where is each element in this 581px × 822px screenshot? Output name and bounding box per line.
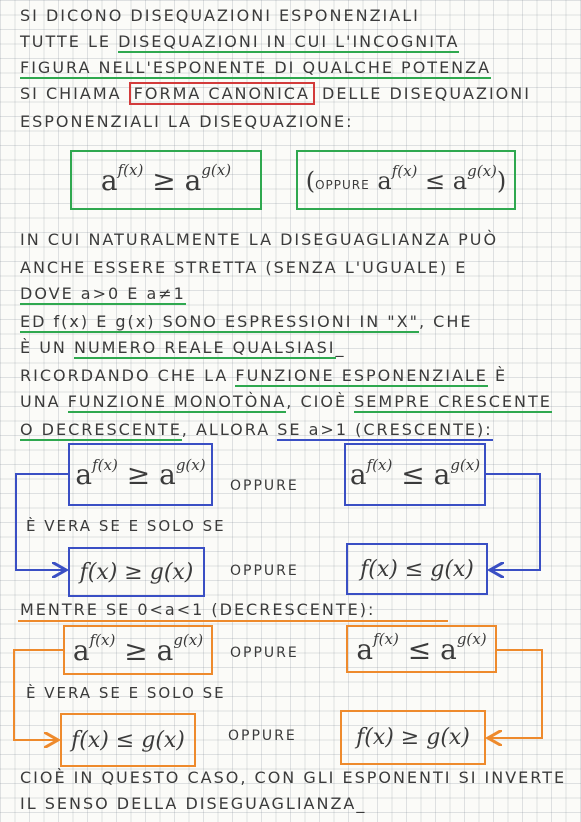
highlighted-phrase: ED f(x) E g(x) SONO ESPRESSIONI IN "X" [20,312,419,331]
highlighted-phrase: DOVE a>0 E a≠1 [20,284,186,303]
formula-exponent: f(x) [92,455,118,474]
formula-base: a [440,632,457,666]
arrow-dec-right [490,650,542,738]
formula-base: a [72,633,90,667]
arrow-inc-right [486,474,540,570]
formula-operator: ≤ [401,458,425,491]
highlighted-phrase: FUNZIONE MONOTÒNA [67,392,287,411]
text-fragment: TUTTE LE [20,32,119,51]
text-line-6: IN CUI NATURALMENTE LA DISEGUAGLIANZA PUÒ [20,230,499,249]
text-fragment: SI CHIAMA [20,84,129,103]
formula-exponent: f(x) [373,630,399,649]
mentre-phrase: MENTRE SE 0<a<1 (DECRESCENTE): [20,600,376,619]
formula-base: a [100,163,118,197]
formula-operator: ≤ [425,166,446,195]
text-fragment: È [487,366,508,385]
formula-exponent: g(x) [175,455,206,474]
formula-exponent: g(x) [173,631,204,650]
text-fragment: , CHE [418,312,473,331]
highlighted-phrase: SEMPRE CRESCENTE [354,392,552,411]
formula-paren: ) [496,166,507,195]
formula-exponent: g(x) [456,630,487,649]
formula-base: a [159,458,176,491]
text-vera-2: È VERA SE E SOLO SE [26,684,226,702]
text-fragment: RICORDANDO CHE LA [20,366,236,385]
formula-exponent: f(x) [366,455,393,474]
highlighted-phrase: DISEQUAZIONI IN CUI L'INCOGNITA [118,32,460,51]
text-fragment: UNA [20,392,68,411]
formula-base: a [349,458,367,491]
formula-dec-res-ge: f(x) ≥ g(x) [356,725,470,750]
formula-exponent: g(x) [450,455,481,474]
highlighted-phrase: O DECRESCENTE [20,420,182,439]
formula-operator: ≤ [407,632,432,666]
formula-dec-res-le: f(x) ≤ g(x) [71,727,185,753]
text-vera-1: È VERA SE E SOLO SE [26,517,226,535]
oppure-word: OPPURE [228,728,297,744]
formula-base: a [156,633,174,667]
formula-base: a [452,166,468,195]
formula-base: a [433,458,451,491]
formula-exponent: g(x) [201,161,232,180]
forma-canonica-label: FORMA CANONICA [129,82,315,105]
text-line-end-1: CIOÈ IN QUESTO CASO, CON GLI ESPONENTI SI INVERTE [20,768,567,787]
text-line-end-2: IL SENSO DELLA DISEGUAGLIANZA_ [20,794,367,813]
formula-paren: ( [305,166,316,195]
formula-base: a [184,163,202,197]
oppure-word: OPPURE [230,563,299,579]
text-fragment: DELLE DISEQUAZIONI [314,84,531,103]
formula-base: a [75,458,93,491]
highlighted-phrase: FIGURA NELL'ESPONENTE DI QUALCHE POTENZA [20,58,492,77]
text-fragment: _ [335,338,346,357]
highlighted-phrase: NUMERO REALE QUALSIASI [73,338,336,357]
formula-operator: ≥ [126,458,151,491]
text-fragment: , ALLORA [181,420,278,439]
formula-exponent: g(x) [467,161,497,180]
highlighted-phrase: FUNZIONE ESPONENZIALE [235,366,488,385]
formula-inc-res-le: f(x) ≤ g(x) [360,556,474,582]
highlighted-phrase: SE a>1 (CRESCENTE): [277,420,493,439]
oppure-word: OPPURE [230,478,299,494]
formula-base: a [377,166,392,195]
text-line-1: SI DICONO DISEQUAZIONI ESPONENZIALI [20,6,420,25]
formula-operator: ≥ [124,633,148,667]
arrow-inc-left [16,474,68,570]
formula-exponent: f(x) [117,161,144,180]
oppure-word: OPPURE [230,645,299,661]
text-line-5: ESPONENZIALI LA DISEQUAZIONE: [20,112,354,131]
formula-base: a [356,632,374,666]
arrow-dec-left [14,650,63,740]
text-fragment: , CIOÈ [286,392,355,411]
formula-exponent: f(x) [89,631,116,650]
formula-operator: ≥ [152,163,176,197]
formula-inc-res-ge: f(x) ≥ g(x) [79,559,194,585]
formula-exponent: f(x) [391,161,418,180]
oppure-word: OPPURE [315,177,370,192]
text-line-7: ANCHE ESSERE STRETTA (SENZA L'UGUALE) E [20,258,468,277]
text-fragment: È UN [20,338,74,357]
